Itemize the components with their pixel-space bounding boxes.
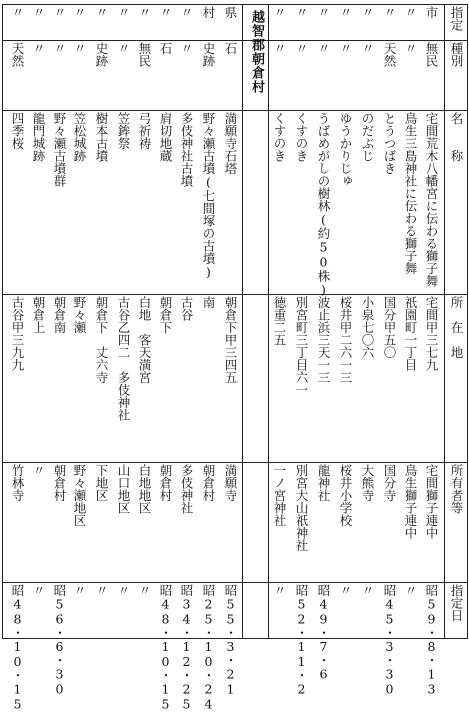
- left-kind: 〃: [179, 42, 194, 55]
- left-place: 朝倉下 丈六寺: [94, 296, 109, 384]
- left-kind: 天然: [10, 42, 25, 67]
- left-owner: 朝倉村: [158, 464, 173, 502]
- left-kind: 無民: [137, 42, 152, 67]
- left-place: 朝倉下: [158, 296, 173, 334]
- left-name: 肩切地蔵: [158, 112, 173, 162]
- left-name: 樹本古墳: [94, 112, 109, 162]
- left-type: 〃: [116, 6, 131, 19]
- right-place: 桜井甲二六一三: [338, 296, 353, 384]
- left-entry: [134, 0, 154, 640]
- left-owner: 野々瀬地区: [72, 464, 87, 527]
- right-entry: [421, 0, 441, 697]
- header-type: 指定: [449, 6, 464, 31]
- left-owner: 朝倉村: [201, 464, 216, 502]
- header-kind: 種別: [449, 42, 464, 67]
- left-owner: 満願寺: [223, 464, 238, 502]
- left-entry: [91, 0, 111, 640]
- right-kind: 〃: [403, 42, 418, 55]
- left-entry: [198, 0, 218, 712]
- right-name: 鳥生三島神社に伝わる獅子舞: [403, 112, 418, 275]
- right-entry: [269, 0, 289, 640]
- left-date: 昭48・10・15: [10, 584, 25, 712]
- header-place: 所 在 地: [449, 296, 464, 359]
- right-kind: 天然: [382, 42, 397, 67]
- right-type: 〃: [294, 6, 309, 19]
- left-date: 昭56・6・30: [52, 584, 67, 697]
- left-entry: [7, 0, 27, 712]
- right-owner: 桜井小学校: [338, 464, 353, 527]
- right-date: 昭59・8・13: [424, 584, 439, 697]
- right-date: 〃: [403, 584, 418, 597]
- left-owner: 多伎神社: [179, 464, 194, 514]
- left-place: 朝倉南: [52, 296, 67, 334]
- header-name: 名 称: [449, 112, 464, 162]
- left-kind: 史跡: [201, 42, 216, 67]
- left-place: 古谷: [179, 296, 194, 321]
- right-entry: [335, 0, 355, 640]
- right-type: 〃: [338, 6, 353, 19]
- left-type: 〃: [179, 6, 194, 19]
- left-type: 〃: [158, 6, 173, 19]
- left-date: 〃: [137, 584, 152, 597]
- left-place: 白地 客天満宮: [137, 296, 152, 384]
- right-owner: 大熊寺: [360, 464, 375, 502]
- left-name: 笠鉾祭: [116, 112, 131, 150]
- right-owner: 鳥生獅子連中: [403, 464, 418, 539]
- section-title-column: [244, 4, 266, 638]
- left-kind: 〃: [31, 42, 46, 55]
- right-place: 国分甲五〇: [382, 296, 397, 359]
- right-kind: 〃: [338, 42, 353, 55]
- left-entry: [176, 0, 196, 712]
- left-name: 笠松城跡: [72, 112, 87, 162]
- left-name: 満願寺石塔: [223, 112, 238, 175]
- left-date: 〃: [31, 584, 46, 597]
- left-kind: 石: [158, 42, 173, 55]
- right-place: 徳重二五: [272, 296, 287, 346]
- header-column: [446, 0, 466, 640]
- right-place: 祇園町一丁目: [403, 296, 418, 371]
- right-type: 〃: [316, 6, 331, 19]
- left-place: 古谷甲三九九: [10, 296, 25, 371]
- left-owner: 白地地区: [137, 464, 152, 514]
- header-date: 指定日: [449, 584, 464, 622]
- left-type: 村: [201, 6, 216, 19]
- left-date: 〃: [72, 584, 87, 597]
- right-name: くすのき: [294, 112, 309, 162]
- right-name: 宅間荒木八幡宮に伝わる獅子舞: [424, 112, 439, 287]
- left-type: 〃: [137, 6, 152, 19]
- right-type: 市: [424, 6, 439, 19]
- section-title: 越智郡朝倉村: [249, 10, 264, 94]
- left-type: 〃: [31, 6, 46, 19]
- right-place: 宅間甲三七九: [424, 296, 439, 371]
- right-name: うばめがしの樹林(約50株): [316, 112, 331, 297]
- left-name: 野々瀬古墳群: [52, 112, 67, 187]
- column-divider: [242, 4, 243, 638]
- left-kind: 〃: [72, 42, 87, 55]
- left-owner: 山口地区: [116, 464, 131, 514]
- right-kind: 無民: [424, 42, 439, 67]
- left-owner: 下地区: [94, 464, 109, 502]
- right-date: 〃: [360, 584, 375, 597]
- right-date: 昭52・11・2: [294, 584, 309, 697]
- left-name: 多伎神社古墳: [179, 112, 194, 187]
- right-date: 昭45・3・30: [382, 584, 397, 697]
- left-place: 古谷乙四二 多伎神社: [116, 296, 131, 421]
- left-entry: [69, 0, 89, 640]
- right-date: 〃: [338, 584, 353, 597]
- right-kind: 〃: [294, 42, 309, 55]
- left-place: 野々瀬: [72, 296, 87, 334]
- right-place: 小泉七〇六: [360, 296, 375, 359]
- right-owner: 宅間獅子連中: [424, 464, 439, 539]
- right-name: くすのき: [272, 112, 287, 162]
- right-kind: 〃: [360, 42, 375, 55]
- right-owner: 龍神社: [316, 464, 331, 502]
- left-date: 昭48・10・15: [158, 584, 173, 712]
- right-kind: 〃: [272, 42, 287, 55]
- left-kind: 石: [223, 42, 238, 55]
- right-type: 〃: [403, 6, 418, 19]
- left-date: 昭55・3・21: [223, 584, 238, 697]
- left-date: 〃: [94, 584, 109, 597]
- right-date: 〃: [272, 584, 287, 597]
- left-date: 昭25・10・24: [201, 584, 216, 712]
- right-owner: 国分寺: [382, 464, 397, 502]
- right-place: 別宮町三丁目六一: [294, 296, 309, 396]
- right-date: 昭49・7・6: [316, 584, 331, 682]
- left-name: 龍門城跡: [31, 112, 46, 162]
- right-entry: [379, 0, 399, 697]
- left-entry: [155, 0, 175, 712]
- left-name: 野々瀬古墳(七間塚の古墳): [201, 112, 216, 280]
- left-owner: 竹林寺: [10, 464, 25, 502]
- left-place: 朝倉下甲三四五: [223, 296, 238, 384]
- left-entry: [28, 0, 48, 640]
- header-owner: 所有者等: [449, 464, 464, 514]
- right-name: ゆうかりじゅ: [338, 112, 353, 187]
- left-type: 県: [223, 6, 238, 19]
- left-owner: 朝倉村: [52, 464, 67, 502]
- column-divider: [444, 4, 445, 638]
- left-type: 〃: [52, 6, 67, 19]
- right-entry: [313, 0, 333, 682]
- left-type: 〃: [10, 6, 25, 19]
- left-date: 〃: [116, 584, 131, 597]
- column-divider: [467, 4, 468, 638]
- right-kind: 〃: [316, 42, 331, 55]
- right-type: 〃: [272, 6, 287, 19]
- left-type: 〃: [94, 6, 109, 19]
- right-name: のだぶじ: [360, 112, 375, 162]
- column-divider: [2, 4, 3, 638]
- left-place: 朝倉上: [31, 296, 46, 334]
- left-place: 南: [201, 296, 216, 309]
- right-owner: 別宮大山祇神社: [294, 464, 309, 552]
- right-entry: [291, 0, 311, 697]
- left-entry: [49, 0, 69, 697]
- right-entry: [400, 0, 420, 640]
- left-kind: 史跡: [94, 42, 109, 67]
- left-entry: [220, 0, 240, 697]
- left-kind: 〃: [116, 42, 131, 55]
- left-name: 四季桜: [10, 112, 25, 150]
- right-name: とうつばき: [382, 112, 397, 175]
- left-type: 〃: [72, 6, 87, 19]
- left-name: 弓祈祷: [137, 112, 152, 150]
- right-place: 波止浜三天一三: [316, 296, 331, 384]
- right-type: 〃: [382, 6, 397, 19]
- left-date: 昭34・12・25: [179, 584, 194, 712]
- left-kind: 〃: [52, 42, 67, 55]
- left-entry: [113, 0, 133, 640]
- right-owner: 一ノ宮神社: [272, 464, 287, 527]
- right-entry: [357, 0, 377, 640]
- right-type: 〃: [360, 6, 375, 19]
- left-owner: 〃: [31, 464, 46, 477]
